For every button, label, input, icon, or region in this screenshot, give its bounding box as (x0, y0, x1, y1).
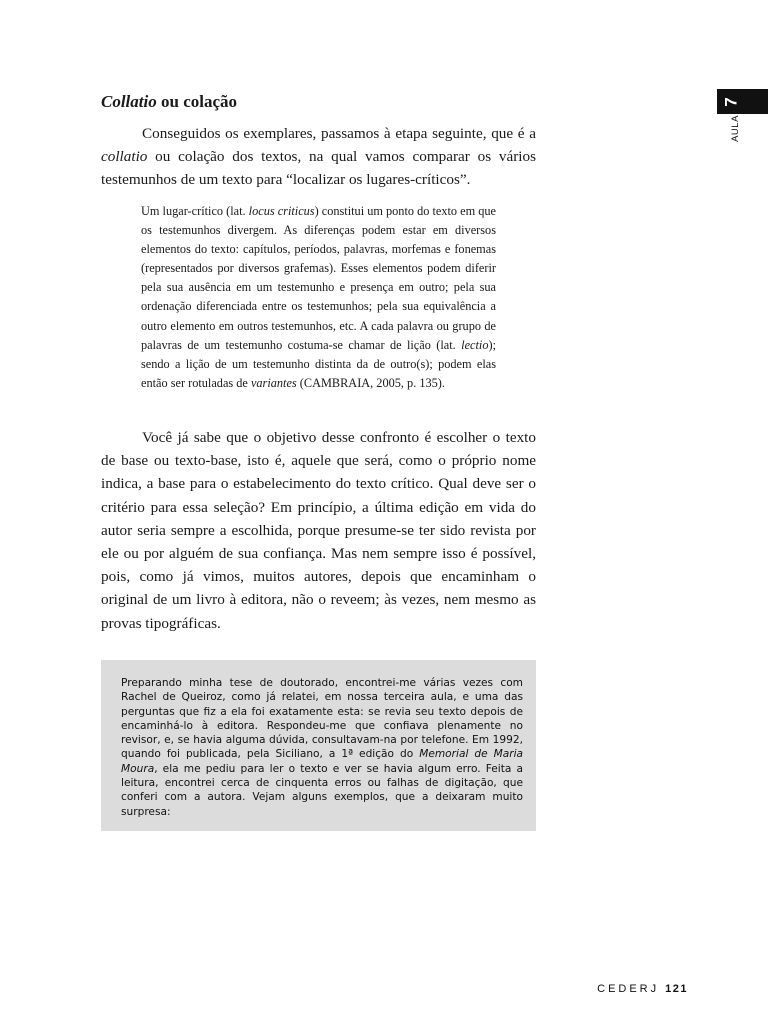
page-footer (597, 983, 688, 995)
footer-brand: CEDERJ (597, 983, 660, 995)
callout-text-part: Preparando minha tese de doutorado, encontrei-me várias vezes com Rachel de Queiroz, como já relatei, em nossa terceira aula, e uma das perguntas que fiz a ela foi exatamente esta: se revia seu texto depois de encaminhá-lo à editora. Respondeu-me que confiava plenamente no revisor, e, se havia alguma dúvida, consultavam-na por telefone. Em 1992, quando foi publicada, pela Siciliano, a 1ª edição do (121, 677, 523, 761)
quote-italic: locus criticus (248, 204, 315, 218)
section-title-rest: ou colação (156, 92, 238, 111)
quote-italic: lectio (461, 337, 489, 352)
paragraph-text: ou colação dos textos, na qual vamos comparar os vários testemunhos de um texto para “localizar os lugares-críticos”. (101, 148, 536, 189)
paragraph-text: Conseguidos os exemplares, passamos à etapa seguinte, que é a (142, 125, 536, 142)
body-paragraph-1 (101, 122, 536, 192)
quote-text: (CAMBRAIA, 2005, p. 135). (296, 375, 445, 390)
quote-italic: variantes (250, 375, 297, 390)
callout-box (101, 660, 536, 831)
aula-number-tab (717, 89, 768, 114)
callout-text (121, 676, 523, 819)
block-quote (141, 202, 496, 393)
section-title (101, 92, 237, 112)
quote-text: Um lugar-crítico (lat. (141, 204, 249, 218)
quote-text: ); sendo a lição de um testemunho distinta da de outro(s); podem elas então ser rotuladas de (141, 337, 496, 390)
quote-text: ) constitui um ponto do texto em que os testemunhos divergem. As diferenças podem estar em diversos elementos do texto: capítulos, períodos, palavras, morfemas e fonemas (representados por diversos grafemas). Esses elementos podem diferir pela sua ausência em um testemunho e presença em outro; pela sua ordenação diferenciada entre os testemunhos; pela sua equivalência a outro elemento em outros testemunhos, etc. A cada palavra ou grupo de palavras de um testemunho costuma-se chamar de lição (lat. (141, 204, 496, 352)
callout-text-part: , ela me pediu para ler o texto e ver se havia algum erro. Feita a leitura, encontrei cerca de cinquenta erros ou falhas de digitação, que conferi com a autora. Vejam alguns exemplos, que a deixaram muito surpresa: (121, 762, 523, 818)
body-paragraph-2: Você já sabe que o objetivo desse confronto é escolher o texto de base ou texto-base, isto é, aquele que será, como o próprio nome indica, a base para o estabelecimento do texto crítico. Qual deve ser o critério para essa seleção? Em princípio, a última edição em vida do autor seria sempre a escolhida, porque presume-se ter sido revista por ele ou por alguém de sua confiança. Mas nem sempre isso é possível, pois, como já vimos, muitos autores, depois que encaminham o original de um livro à editora, não o reveem; às vezes, nem mesmo as provas tipográficas. (101, 429, 536, 632)
section-title-italic: Collatio (101, 92, 157, 111)
paragraph-italic: collatio (101, 148, 148, 166)
page-number: 121 (665, 983, 688, 995)
aula-label-text: AULA (729, 114, 741, 142)
aula-number: 7 (721, 96, 741, 107)
callout-italic: Memorial de Maria Moura (121, 748, 524, 775)
aula-label (728, 113, 742, 143)
